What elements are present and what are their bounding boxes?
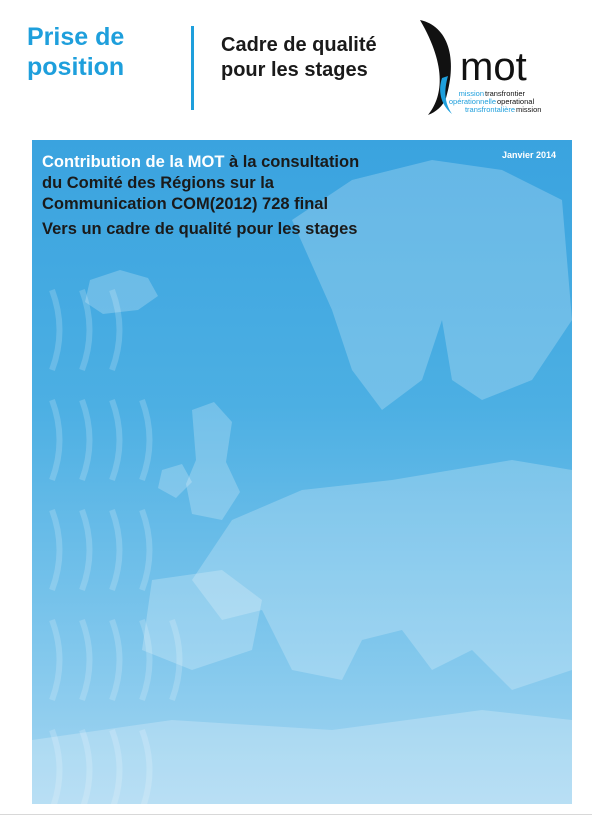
logo-text-1a: mission	[458, 89, 484, 98]
logo-word: mot	[460, 45, 527, 89]
publication-date: Janvier 2014	[501, 150, 556, 160]
document-subject	[221, 33, 377, 83]
subject-line-1: Cadre de qualité	[221, 34, 377, 56]
logo-text-2b: operational	[497, 97, 535, 106]
logo-text-1b: transfrontier	[485, 89, 526, 98]
logo-text-3a: transfrontalière	[464, 105, 515, 114]
cover-image	[32, 140, 572, 804]
document-type-label	[27, 22, 124, 82]
mot-logo	[418, 18, 570, 118]
cover-title	[42, 152, 462, 215]
cover-subtitle: Vers un cadre de qualité pour les stages	[42, 220, 358, 238]
logo-text-2a: opérationnelle	[448, 97, 496, 106]
document-type-line-1: Prise de	[27, 23, 125, 51]
document-type-line-2: position	[27, 53, 125, 81]
header-divider	[191, 26, 194, 110]
cover-title-line-2: du Comité des Régions sur la	[42, 174, 274, 192]
cover-title-line-3: Communication COM(2012) 728 final	[42, 195, 329, 213]
cover-title-highlight: Contribution de la MOT	[42, 153, 225, 171]
subject-line-2: pour les stages	[221, 59, 368, 81]
land-masses	[32, 160, 572, 804]
europe-map-illustration	[32, 140, 572, 804]
logo-text-3b: mission	[516, 105, 542, 114]
footer-divider	[0, 814, 592, 815]
cover-title-rest: à la consultation	[224, 153, 360, 171]
